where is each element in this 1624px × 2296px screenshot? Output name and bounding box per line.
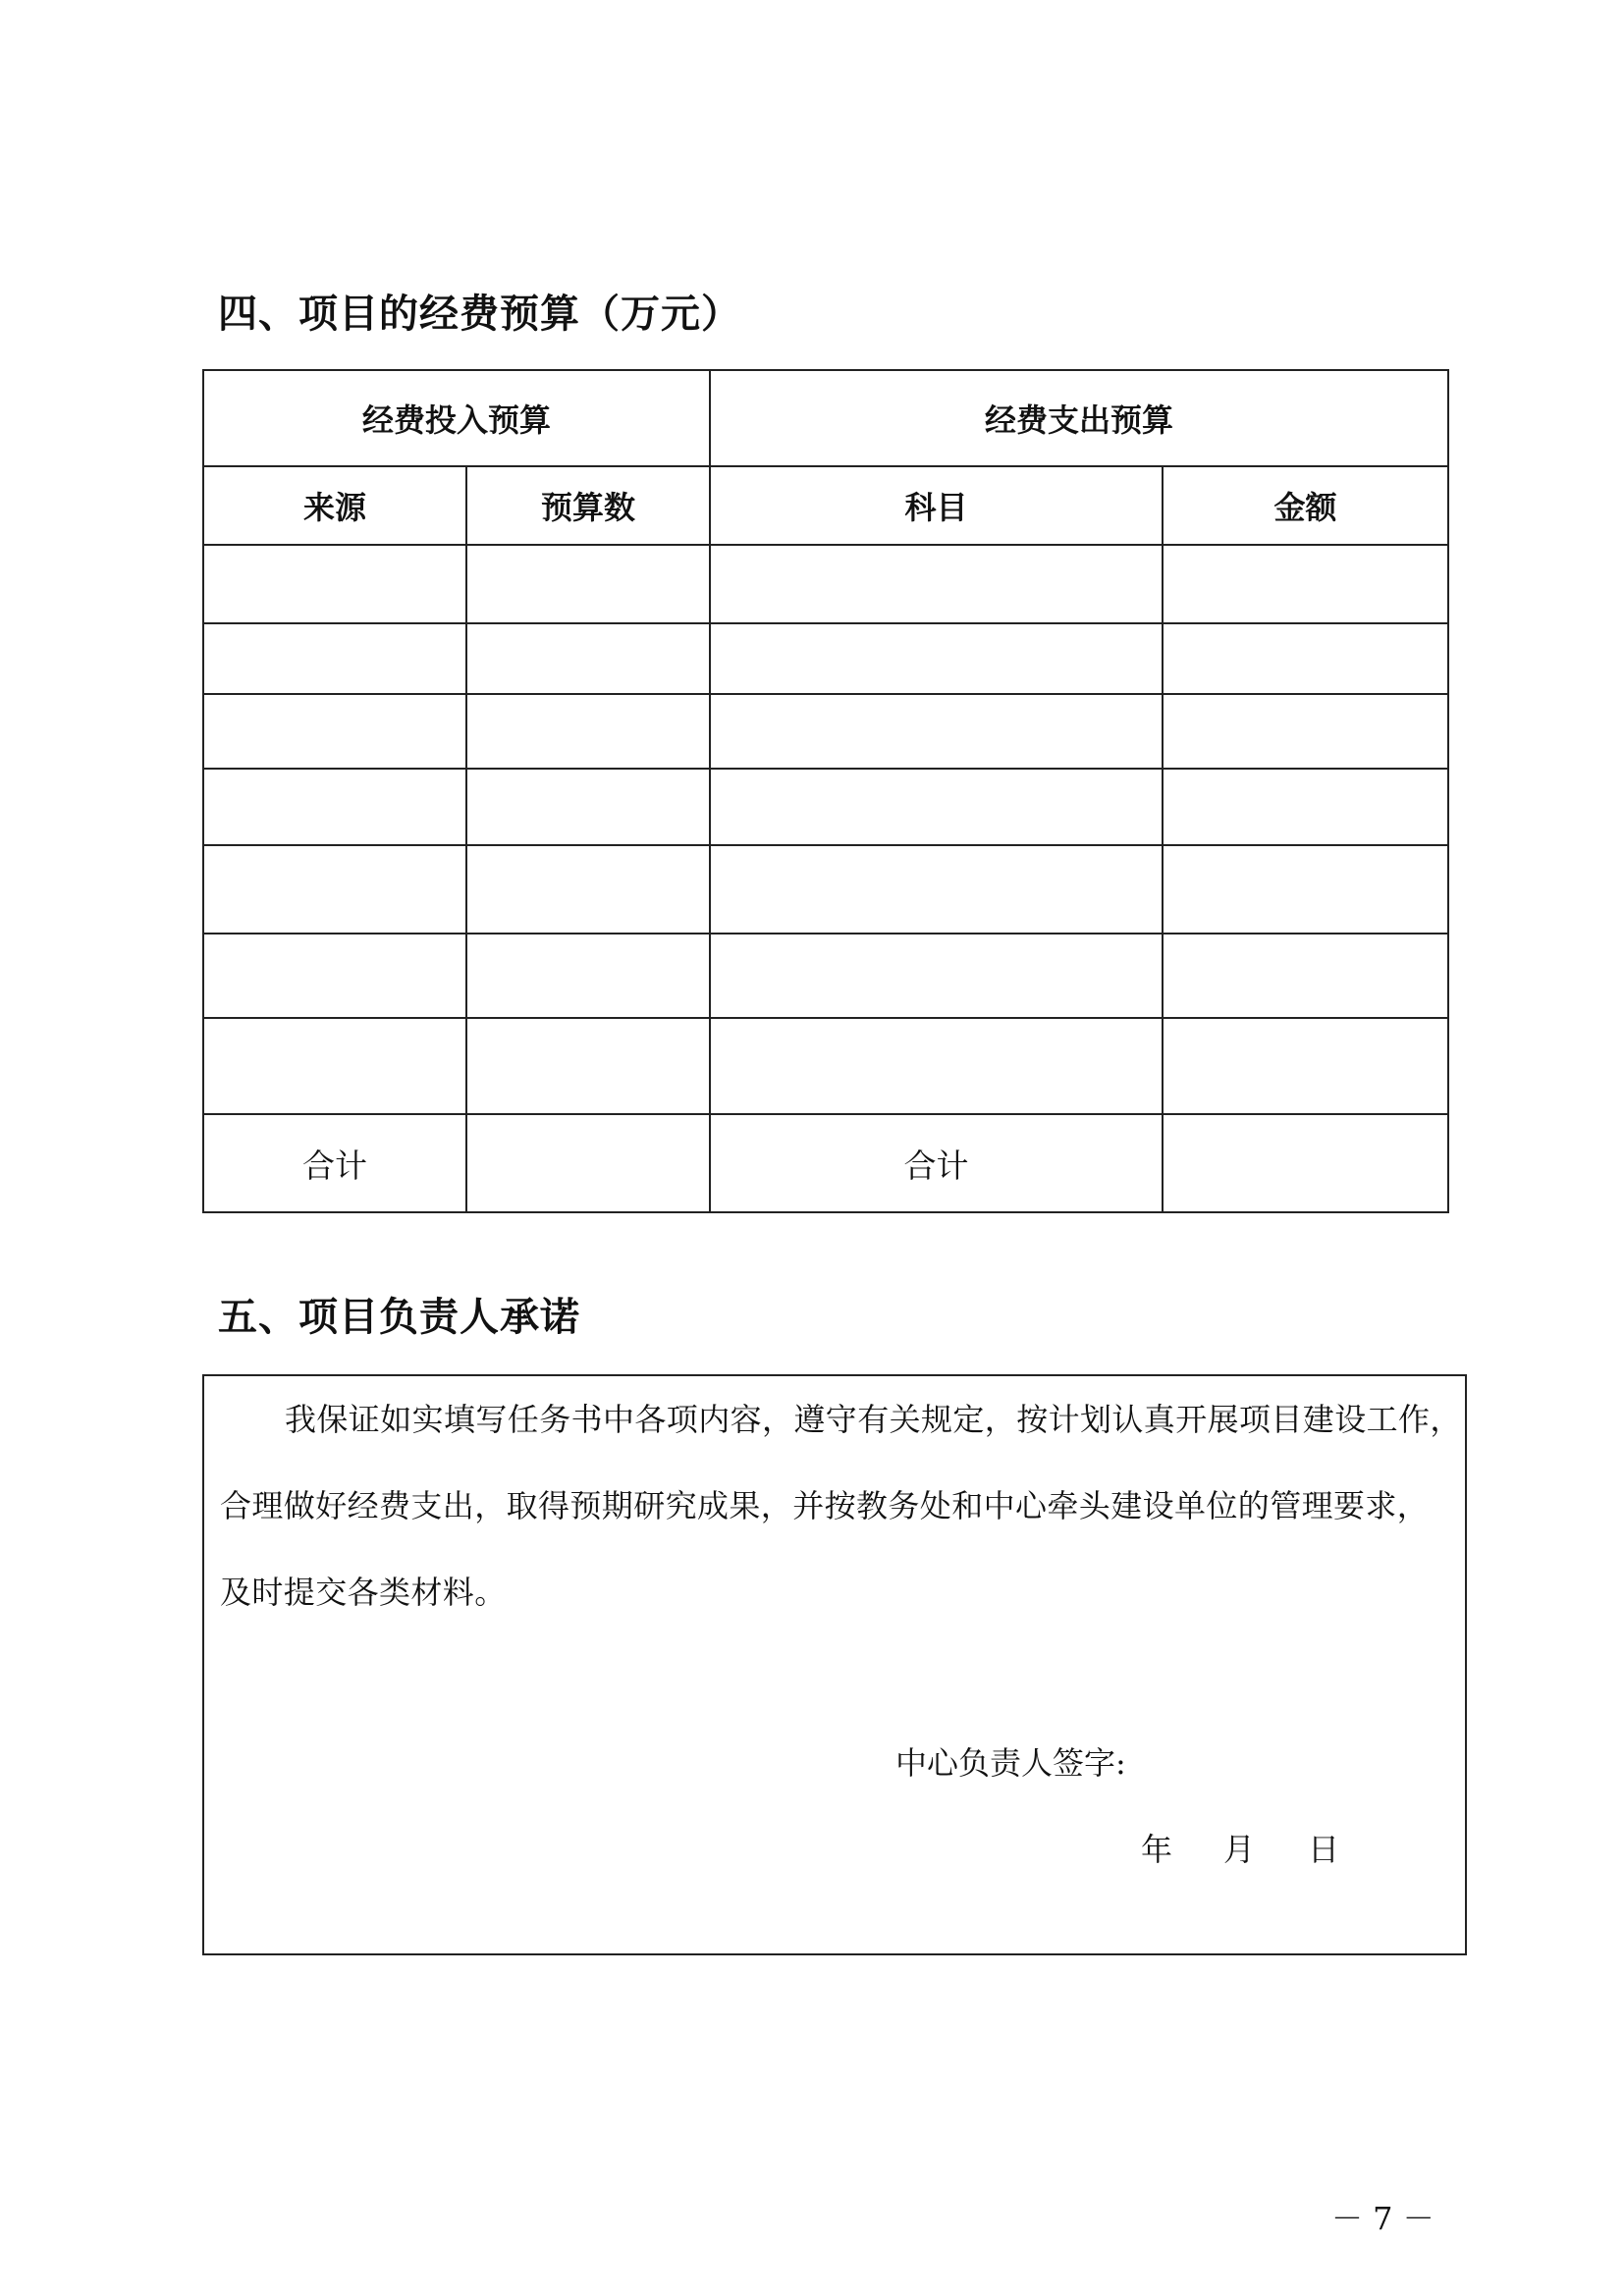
budget-amount-cell[interactable] — [466, 623, 710, 694]
column-header-source: 来源 — [203, 466, 466, 545]
source-cell[interactable] — [203, 694, 466, 769]
date-year-label: 年 — [1141, 1831, 1173, 1868]
subject-cell[interactable] — [710, 545, 1163, 623]
section-4-title: 四、项目的经费预算（万元） — [218, 292, 741, 337]
budget-amount-cell[interactable] — [466, 769, 710, 845]
pledge-text-line: 合理做好经费支出，取得预期研究成果，并按教务处和中心牵头建设单位的管理要求， — [220, 1487, 1430, 1524]
source-cell[interactable] — [203, 934, 466, 1018]
subject-cell[interactable] — [710, 694, 1163, 769]
source-cell[interactable] — [203, 545, 466, 623]
subject-cell[interactable] — [710, 1018, 1163, 1114]
amount-cell[interactable] — [1163, 845, 1448, 934]
source-cell[interactable] — [203, 1018, 466, 1114]
page-number: － 7 － — [1331, 2200, 1435, 2237]
expense-total-value[interactable] — [1163, 1114, 1448, 1212]
expense-budget-header: 经费支出预算 — [710, 370, 1448, 466]
table-row — [203, 769, 1448, 845]
budget-amount-cell[interactable] — [466, 845, 710, 934]
budget-amount-cell[interactable] — [466, 694, 710, 769]
table-row — [203, 934, 1448, 1018]
column-header-budget-amount: 预算数 — [466, 466, 710, 545]
column-header-amount: 金额 — [1163, 466, 1448, 545]
table-row — [203, 545, 1448, 623]
budget-amount-cell[interactable] — [466, 1018, 710, 1114]
date-month-label: 月 — [1223, 1831, 1256, 1868]
pledge-box — [202, 1374, 1467, 1955]
source-cell[interactable] — [203, 623, 466, 694]
budget-amount-cell[interactable] — [466, 934, 710, 1018]
income-total-value[interactable] — [466, 1114, 710, 1212]
income-budget-header: 经费投入预算 — [203, 370, 710, 466]
amount-cell[interactable] — [1163, 623, 1448, 694]
budget-amount-cell[interactable] — [466, 545, 710, 623]
budget-table — [202, 369, 1449, 1213]
income-total-label: 合计 — [203, 1114, 466, 1212]
date-day-label: 日 — [1308, 1831, 1340, 1868]
subject-cell[interactable] — [710, 845, 1163, 934]
budget-column-header-row — [203, 466, 1448, 545]
pledge-text-line: 及时提交各类材料。 — [220, 1574, 507, 1611]
section-5-title: 五、项目负责人承诺 — [218, 1295, 580, 1340]
source-cell[interactable] — [203, 845, 466, 934]
amount-cell[interactable] — [1163, 1018, 1448, 1114]
amount-cell[interactable] — [1163, 694, 1448, 769]
subject-cell[interactable] — [710, 934, 1163, 1018]
expense-total-label: 合计 — [710, 1114, 1163, 1212]
amount-cell[interactable] — [1163, 545, 1448, 623]
source-cell[interactable] — [203, 769, 466, 845]
amount-cell[interactable] — [1163, 769, 1448, 845]
column-header-subject: 科目 — [710, 466, 1163, 545]
table-row — [203, 845, 1448, 934]
table-row — [203, 694, 1448, 769]
subject-cell[interactable] — [710, 769, 1163, 845]
budget-group-header-row — [203, 370, 1448, 466]
table-row — [203, 1018, 1448, 1114]
amount-cell[interactable] — [1163, 934, 1448, 1018]
signature-label: 中心负责人签字: — [895, 1744, 1126, 1782]
total-row — [203, 1114, 1448, 1212]
table-row — [203, 623, 1448, 694]
subject-cell[interactable] — [710, 623, 1163, 694]
pledge-text-line: 我保证如实填写任务书中各项内容，遵守有关规定，按计划认真开展项目建设工作， — [285, 1401, 1462, 1438]
